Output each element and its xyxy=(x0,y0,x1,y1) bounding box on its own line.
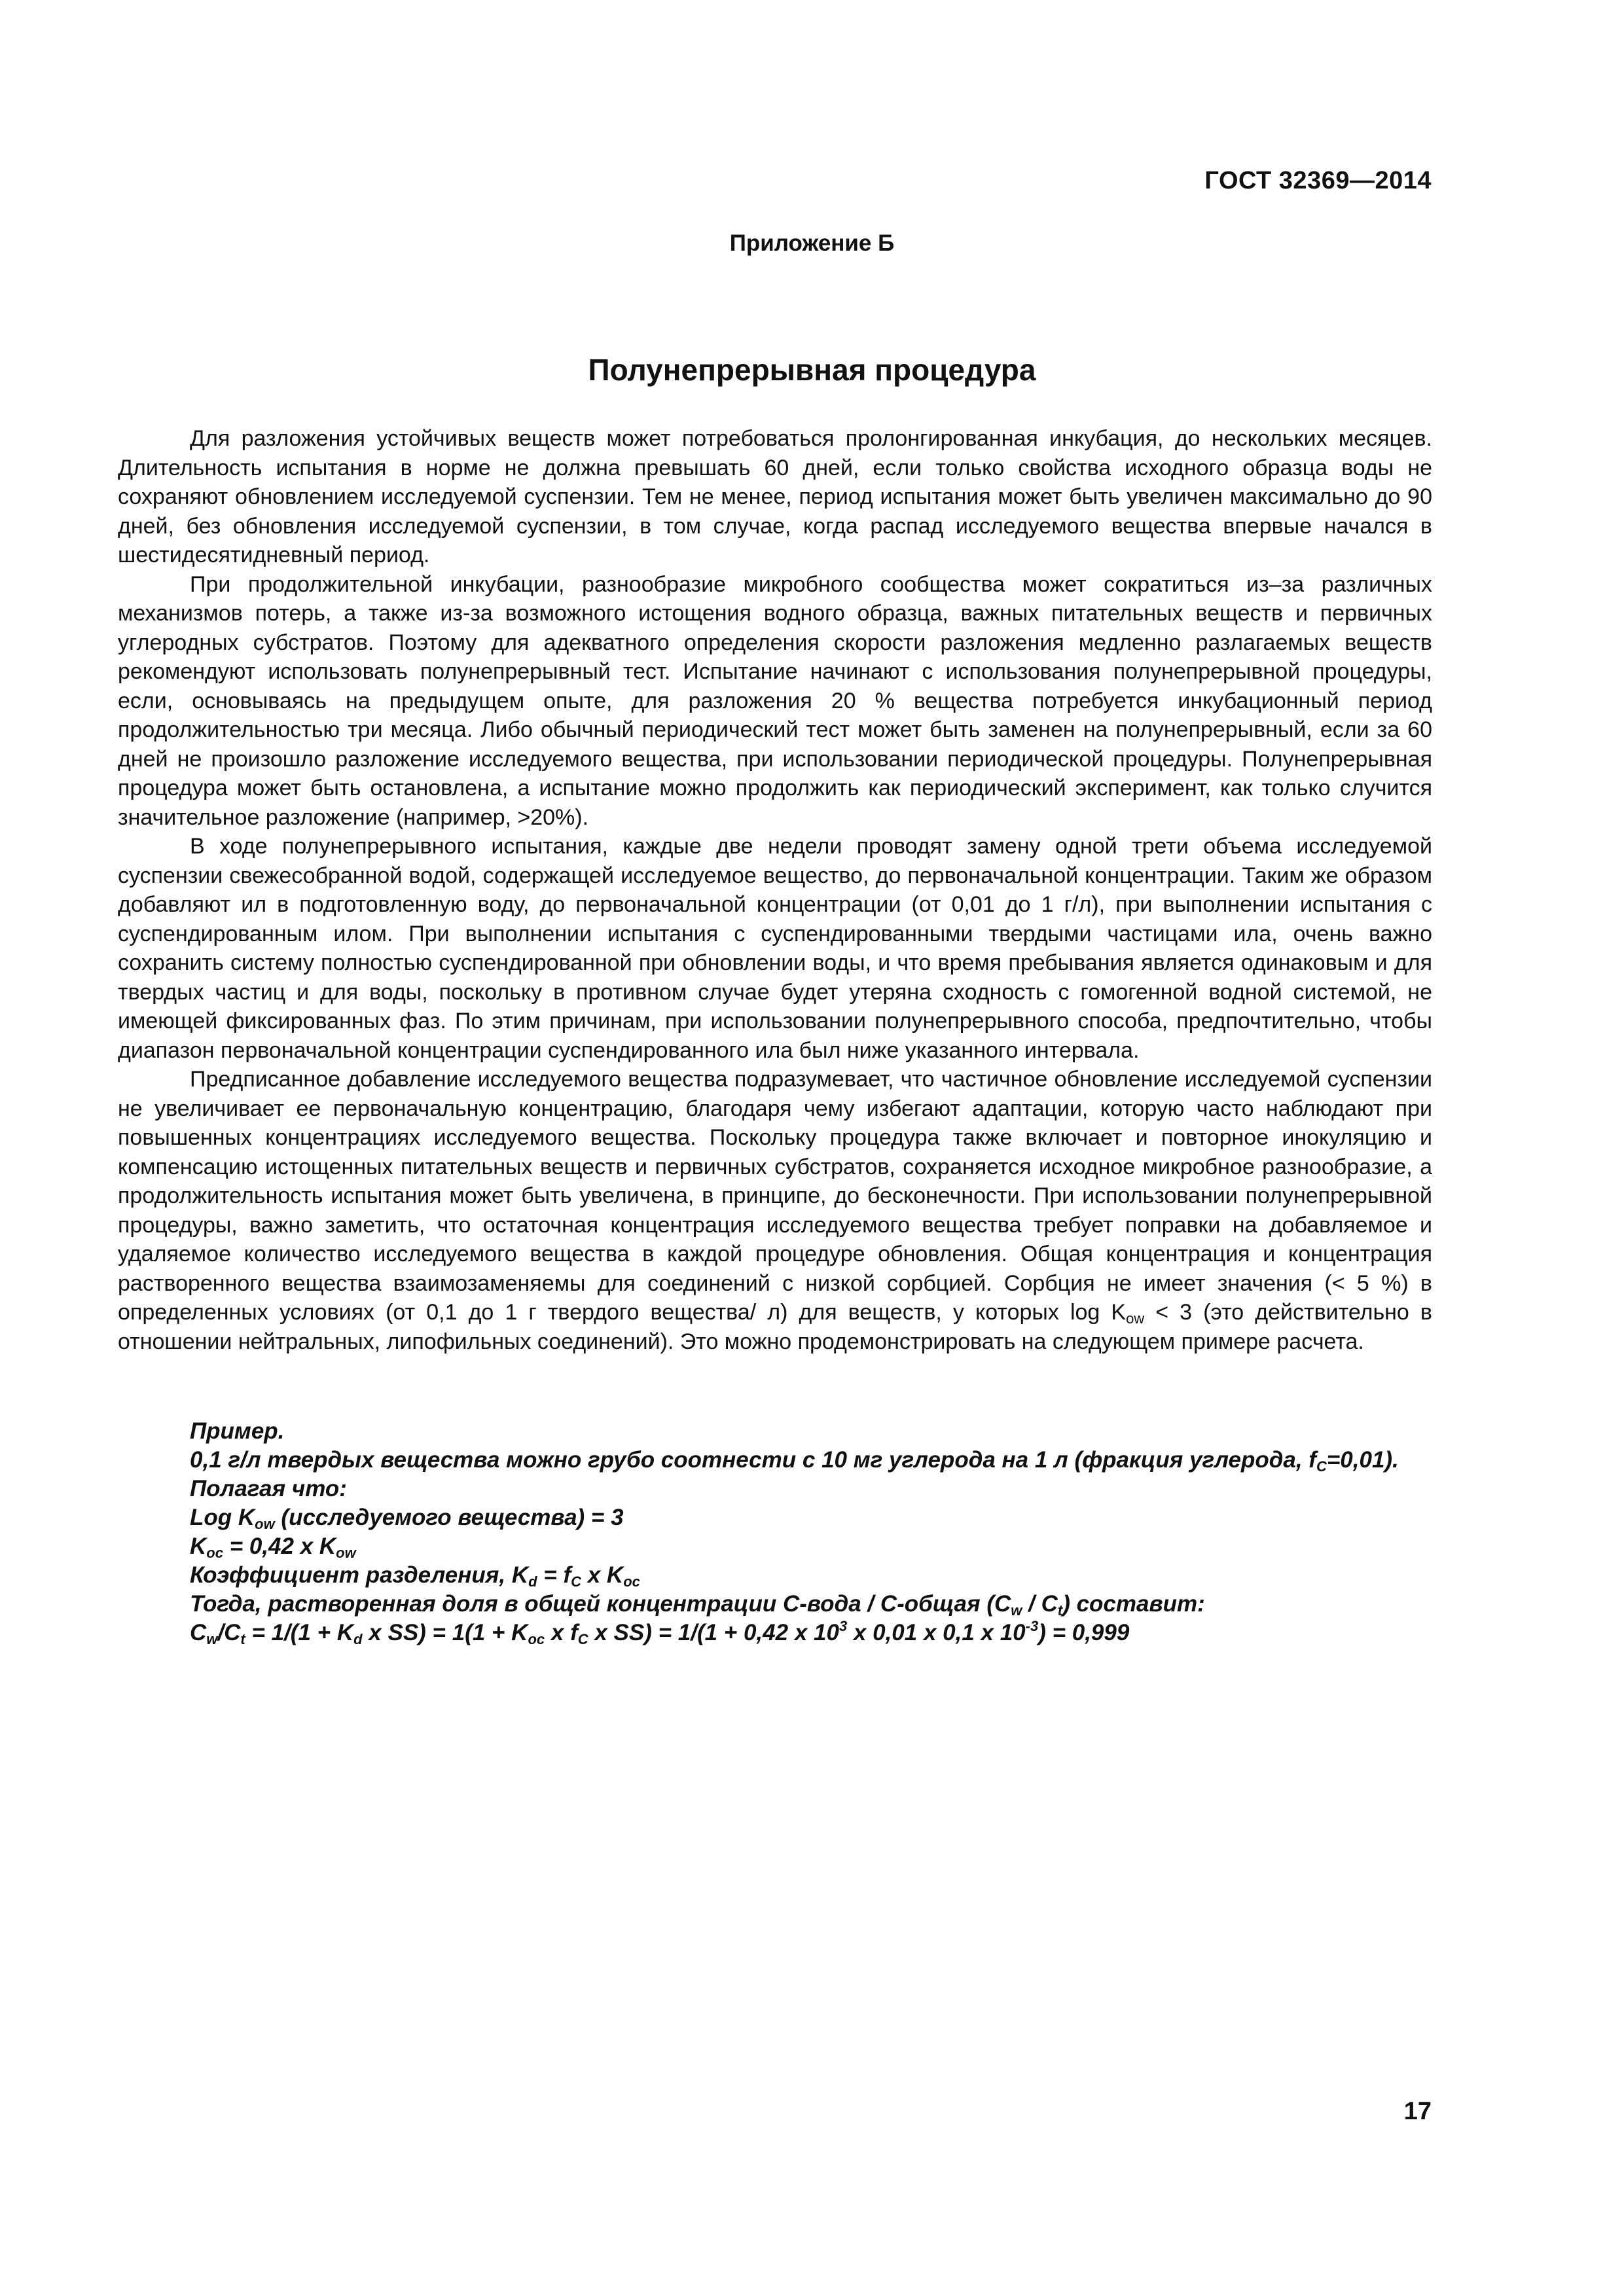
subscript: d xyxy=(353,1631,363,1647)
paragraph-4-text: Предписанное добавление исследуемого вещества подразумевает, что частичное обновление исследуемой суспензии не увеличивает ее первоначальную концентрацию, благодаря чему избегают адаптации, которую часто наблюдают при повышенных концентрациях исследуемого вещества. Поскольку процедура также включает и повторное инокуляцию и компенсацию истощенных питательных веществ и первичных субстратов, сохраняется исходное микробное разнообразие, а продолжительность испытания может быть увеличена, в принципе, до бесконечности. При использовании полунепрерывной процедуры, важно заметить, что остаточная концентрация исследуемого вещества требует поправки на добавляемое и удаляемое количество исследуемого вещества в каждой процедуре обновления. Общая концентрация и концентрация растворенного вещества взаимозаменяемы для соединений с низкой сорбцией. Сорбция не имеет значения (< 5 %) в определенных условиях (от 0,1 до 1 г твердого вещества/ л) для веществ, у которых log K xyxy=(118,1067,1432,1325)
text: Тогда, растворенная доля в общей концентрации С-вода / С-общая (C xyxy=(190,1591,1011,1617)
subscript: oc xyxy=(528,1631,545,1647)
page-number: 17 xyxy=(1403,2098,1432,2125)
text: x f xyxy=(545,1620,578,1645)
subscript: oc xyxy=(623,1573,640,1590)
paragraph-2: При продолжительной инкубации, разнообразие микробного сообщества может сократиться из–за различных механизмов потерь, а также из-за возможного истощения водного образца, важных питательных веществ и первичных углеродных субстратов. Поэтому для адекватного определения скорости разложения медленно разлагаемых веществ рекомендуют использовать полунепрерывный тест. Испытание начинают с использования полунепрерывной процедуры, если, основываясь на предыдущем опыте, для разложения 20 % вещества потребуется инкубационный период продолжительностью три месяца. Либо обычный периодический тест может быть заменен на полунепрерывный, если за 60 дней не произошло разложение исследуемого вещества, при использовании периодической процедуры. Полунепрерывная процедура может быть остановлена, а испытание можно продолжить как периодический эксперимент, как только случится значительное разложение (например, >20%). xyxy=(118,571,1432,830)
text: x SS) = 1(1 + K xyxy=(362,1620,528,1645)
text: Коэффициент разделения, K xyxy=(190,1562,529,1588)
paragraph-4 xyxy=(118,1065,1432,1356)
subscript: ow xyxy=(255,1516,275,1532)
subscript: w xyxy=(1011,1602,1022,1619)
superscript: 3 xyxy=(839,1618,848,1634)
text: 0,1 г/л твердых вещества можно грубо соотнести с 10 мг углерода на 1 л (фракция углерода, f xyxy=(190,1447,1316,1473)
example-line-logkow xyxy=(118,1503,1432,1532)
superscript: -3 xyxy=(1025,1618,1039,1634)
text: = 0,42 x K xyxy=(223,1534,336,1559)
section-title: Полунепрерывная процедура xyxy=(588,353,1036,387)
text: ) составит: xyxy=(1062,1591,1205,1617)
subscript: C xyxy=(571,1573,581,1590)
text: x SS) = 1/(1 + 0,42 x 10 xyxy=(588,1620,839,1645)
subscript: t xyxy=(1057,1602,1063,1619)
text: (исследуемого вещества) = 3 xyxy=(274,1505,624,1530)
subscript: C xyxy=(1316,1458,1327,1475)
text: = 1/(1 + K xyxy=(245,1620,354,1645)
paragraph-3: В ходе полунепрерывного испытания, каждые две недели проводят замену одной трети объема исследуемой суспензии свежесобранной водой, содержащей исследуемое вещество, до первоначальной концентрации. Таким же образом добавляют ил в подготовленную воду, до первоначальной концентрации (от 0,01 до 1 г/л), при выполнении испытания с суспендированным илом. При выполнении испытания с суспендированными твердыми частицами ила, очень важно сохранить систему полностью суспендированной при обновлении воды, и что время пребывания является одинаковым и для твердых частиц и для воды, поскольку в противном случае будет утеряна сходность с гомогенной водной системой, не имеющей фиксированных фаз. По этим причинам, при использовании полунепрерывного способа, предпочтительно, чтобы диапазон первоначальной концентрации суспендированного ила был ниже указанного интервала. xyxy=(118,834,1432,1063)
text: x K xyxy=(581,1562,624,1588)
text: = f xyxy=(537,1562,571,1588)
text: =0,01). xyxy=(1326,1447,1399,1473)
text: / C xyxy=(1022,1591,1058,1617)
subscript: w xyxy=(206,1631,218,1647)
subscript: t xyxy=(240,1631,245,1647)
appendix-label: Приложение Б xyxy=(729,230,895,256)
example-line-fraction xyxy=(118,1590,1432,1619)
subscript: ow xyxy=(336,1545,356,1561)
example-line-result xyxy=(118,1619,1432,1647)
example-line-koc xyxy=(118,1532,1432,1561)
example-line-kd xyxy=(118,1561,1432,1590)
text: Log K xyxy=(190,1505,255,1530)
text: /C xyxy=(217,1620,241,1645)
example-assume: Полагая что: xyxy=(190,1476,347,1501)
example-block xyxy=(118,1417,1432,1647)
paragraph-4-subscript: ow xyxy=(1126,1310,1145,1327)
subscript: oc xyxy=(206,1545,223,1561)
document-body xyxy=(118,424,1432,1356)
subscript: d xyxy=(528,1573,537,1590)
text: x 0,01 x 0,1 x 10 xyxy=(847,1620,1026,1645)
paragraph-4-tail: < 3 (это действительно в отношении нейтральных, липофильных соединений). Это можно продемонстрировать на следующем примере расчета. xyxy=(118,1300,1432,1354)
text: K xyxy=(190,1534,207,1559)
subscript: C xyxy=(577,1631,588,1647)
example-line-solids xyxy=(118,1446,1432,1475)
example-label: Пример. xyxy=(190,1418,285,1444)
paragraph-1: Для разложения устойчивых веществ может потребоваться пролонгированная инкубация, до нескольких месяцев. Длительность испытания в норме не должна превышать 60 дней, если только свойства исходного образца воды не сохраняют обновлением исследуемой суспензии. Тем не менее, период испытания может быть увеличен максимально до 90 дней, без обновления исследуемой суспензии, в том случае, когда распад исследуемого вещества впервые начался в шестидесятидневный период. xyxy=(118,426,1432,567)
document-code: ГОСТ 32369—2014 xyxy=(1204,167,1432,194)
text: ) = 0,999 xyxy=(1038,1620,1130,1645)
text: C xyxy=(190,1620,207,1645)
